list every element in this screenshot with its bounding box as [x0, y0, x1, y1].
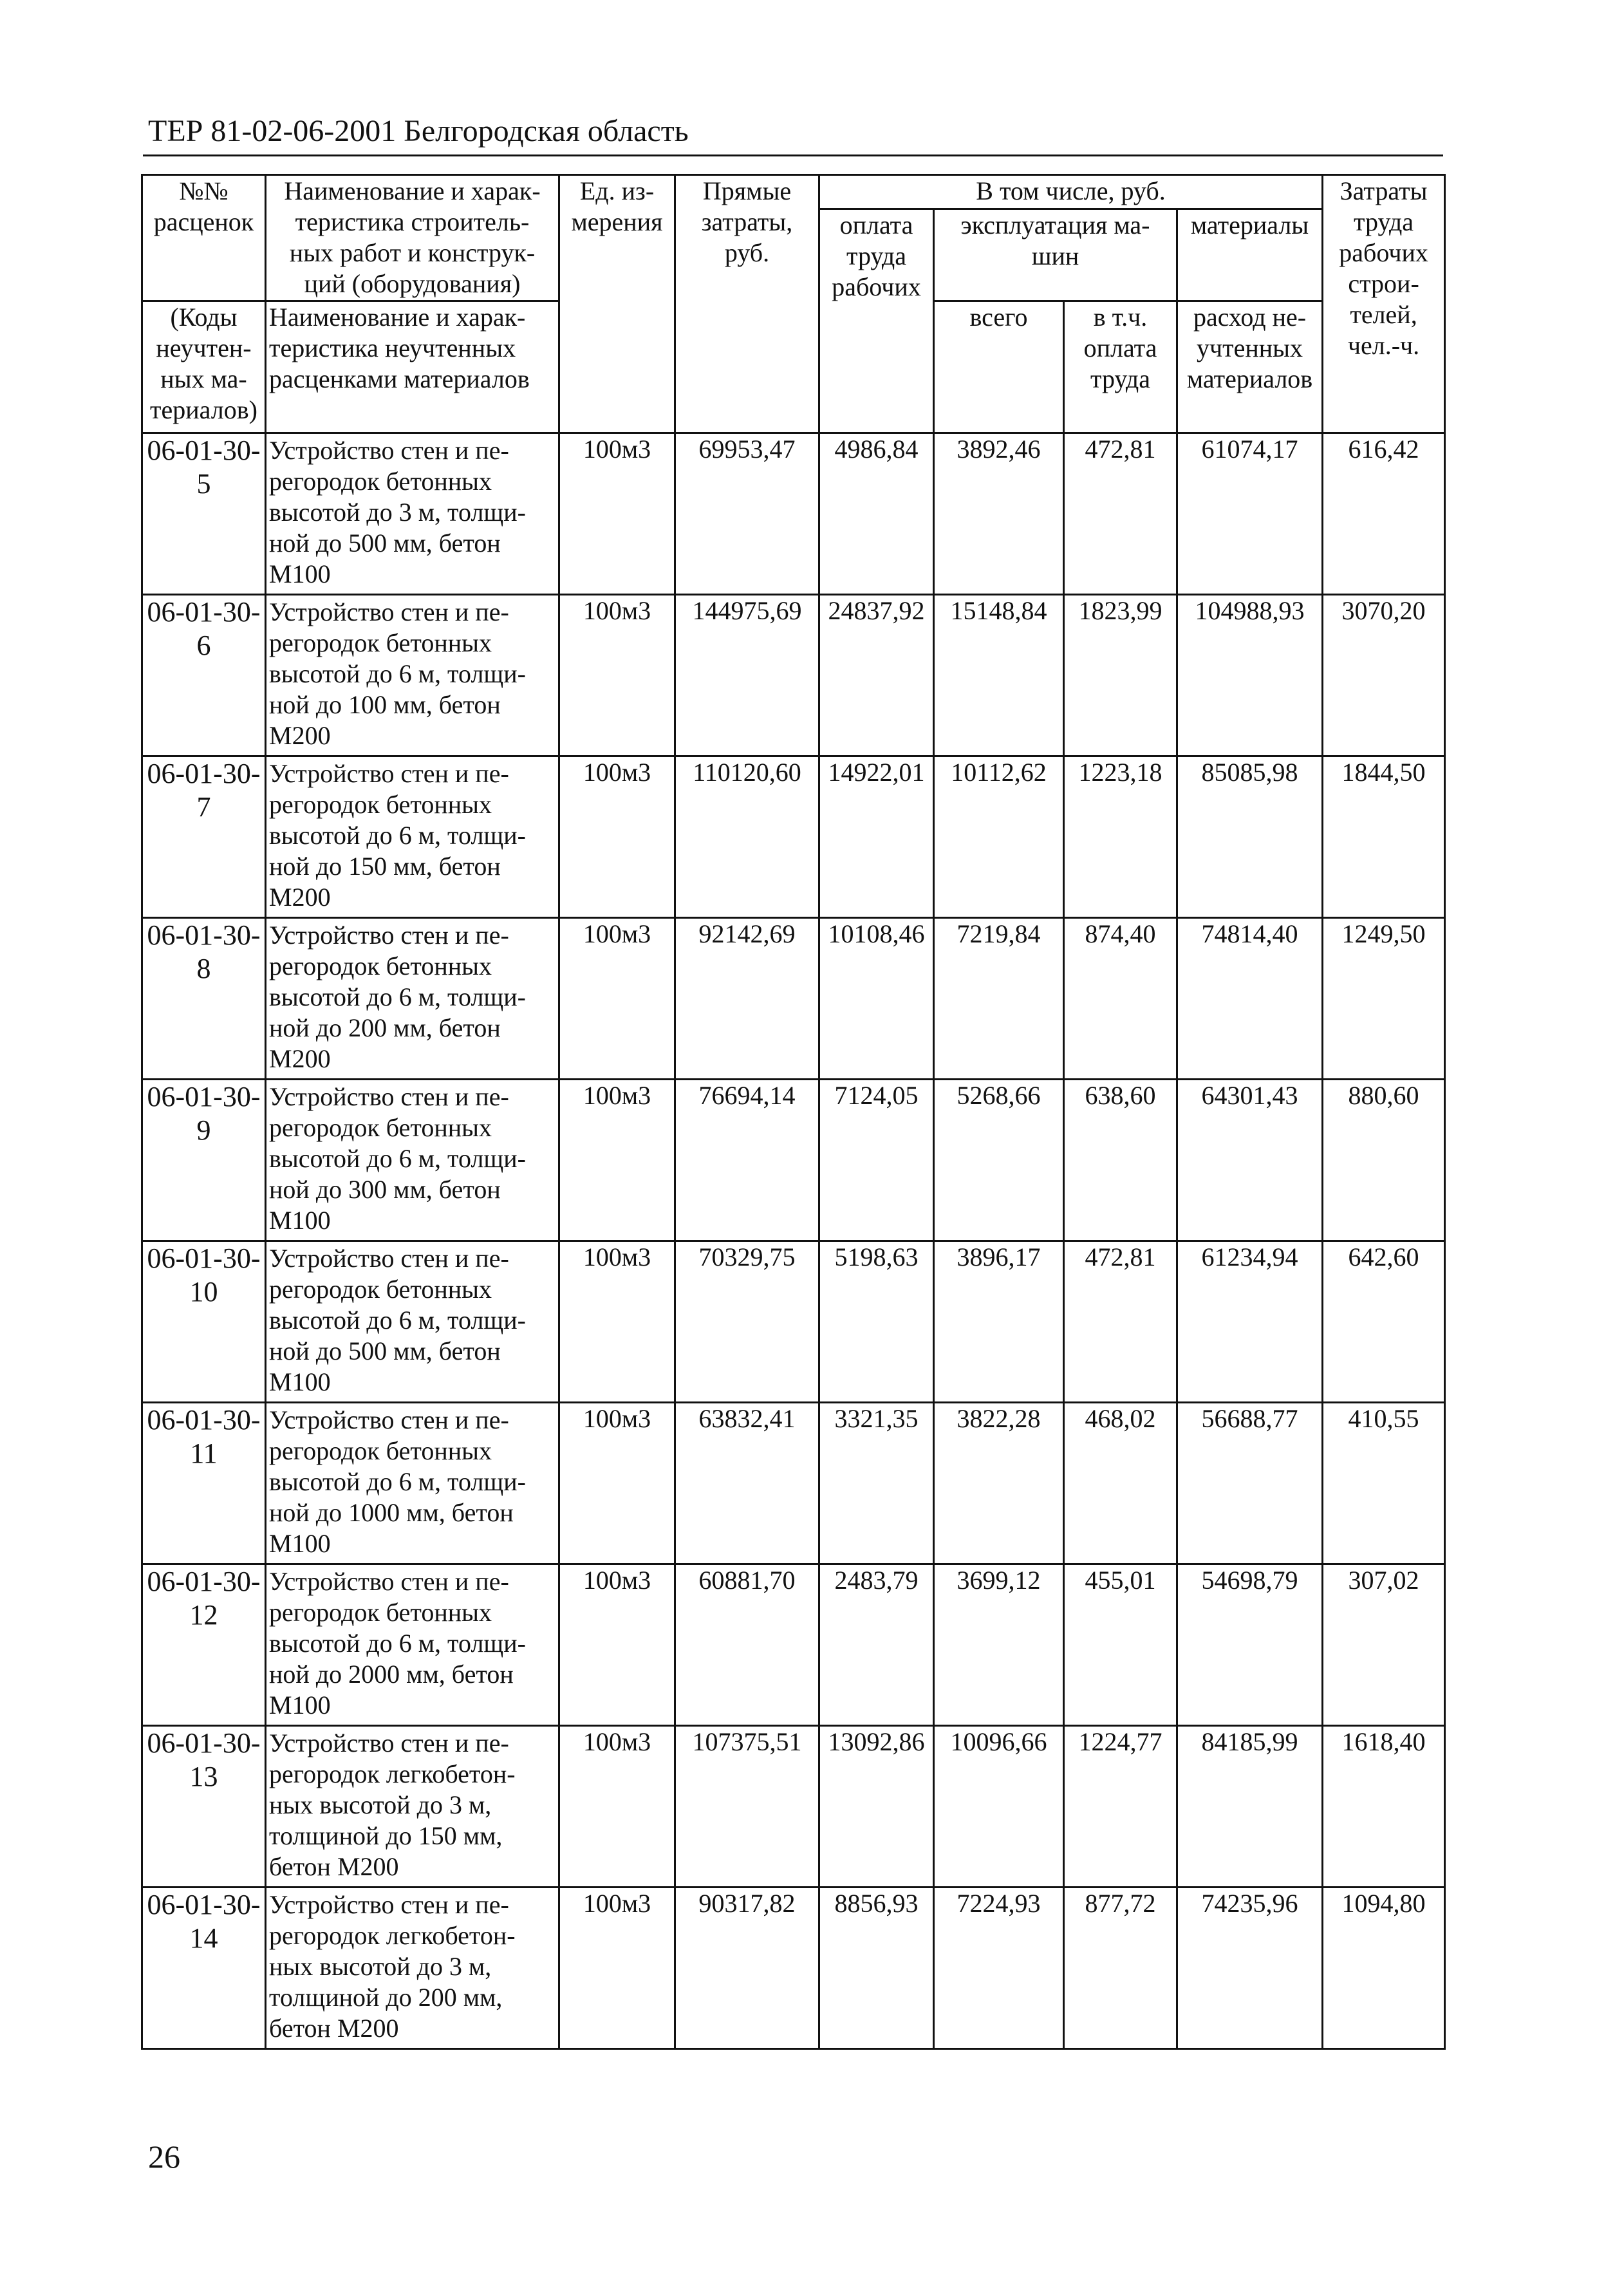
cell-rate-code: 06-01-30- 6 — [142, 595, 266, 756]
cell-unit: 100м3 — [559, 1241, 675, 1403]
cell-rate-code: 06-01-30- 14 — [142, 1888, 266, 2049]
cell-labor-pay: 2483,79 — [819, 1564, 934, 1726]
cell-machines-total: 10096,66 — [934, 1726, 1064, 1888]
cell-unit: 100м3 — [559, 1888, 675, 2049]
cell-labor-pay: 8856,93 — [819, 1888, 934, 2049]
cell-labor-costs: 616,42 — [1323, 433, 1445, 595]
cell-direct-costs: 107375,51 — [675, 1726, 819, 1888]
cell-labor-costs: 880,60 — [1323, 1080, 1445, 1241]
table-row — [142, 433, 1445, 595]
cell-machines-total: 3699,12 — [934, 1564, 1064, 1726]
cell-unit: 100м3 — [559, 1403, 675, 1564]
cell-materials: 61074,17 — [1177, 433, 1323, 595]
col-header-unaccounted-materials-name: Наименование и харак- теристика неучтенных расценками материалов — [266, 301, 559, 433]
cell-rate-code: 06-01-30- 10 — [142, 1241, 266, 1403]
cell-direct-costs: 110120,60 — [675, 756, 819, 918]
col-header-labor-costs: Затраты труда рабочих строи- телей, чел.-ч. — [1323, 175, 1445, 433]
col-header-unit: Ед. из- мерения — [559, 175, 675, 433]
cell-machines-total: 3896,17 — [934, 1241, 1064, 1403]
cell-direct-costs: 90317,82 — [675, 1888, 819, 2049]
cell-materials: 56688,77 — [1177, 1403, 1323, 1564]
header-divider — [143, 155, 1443, 156]
cell-work-description: Устройство стен и пе- регородок легкобетон- ных высотой до 3 м, толщиной до 150 мм, бетон М200 — [266, 1726, 559, 1888]
col-header-including: В том числе, руб. — [819, 175, 1323, 209]
cell-labor-costs: 307,02 — [1323, 1564, 1445, 1726]
cell-work-description: Устройство стен и пе- регородок бетонных высотой до 3 м, толщи- ной до 500 мм, бетон М100 — [266, 433, 559, 595]
cell-labor-costs: 1844,50 — [1323, 756, 1445, 918]
cell-rate-code: 06-01-30- 12 — [142, 1564, 266, 1726]
col-header-machines: эксплуатация ма- шин — [934, 209, 1177, 301]
table-row — [142, 1726, 1445, 1888]
cell-machines-total: 15148,84 — [934, 595, 1064, 756]
table-row — [142, 918, 1445, 1080]
rates-table — [141, 174, 1446, 2050]
cell-materials: 74235,96 — [1177, 1888, 1323, 2049]
cell-labor-costs: 1618,40 — [1323, 1726, 1445, 1888]
cell-materials: 61234,94 — [1177, 1241, 1323, 1403]
cell-work-description: Устройство стен и пе- регородок бетонных высотой до 6 м, толщи- ной до 2000 мм, бетон М100 — [266, 1564, 559, 1726]
cell-machines-total: 3822,28 — [934, 1403, 1064, 1564]
page-number: 26 — [148, 2139, 180, 2175]
col-header-direct-costs: Прямые затраты, руб. — [675, 175, 819, 433]
col-header-materials: материалы — [1177, 209, 1323, 301]
table-row — [142, 1241, 1445, 1403]
cell-materials: 84185,99 — [1177, 1726, 1323, 1888]
cell-work-description: Устройство стен и пе- регородок бетонных высотой до 6 м, толщи- ной до 200 мм, бетон М200 — [266, 918, 559, 1080]
cell-direct-costs: 76694,14 — [675, 1080, 819, 1241]
col-header-labor-pay: оплата труда рабочих — [819, 209, 934, 433]
cell-labor-costs: 1249,50 — [1323, 918, 1445, 1080]
cell-machines-labor-pay: 877,72 — [1064, 1888, 1177, 2049]
cell-rate-code: 06-01-30- 8 — [142, 918, 266, 1080]
cell-labor-pay: 4986,84 — [819, 433, 934, 595]
cell-direct-costs: 92142,69 — [675, 918, 819, 1080]
cell-work-description: Устройство стен и пе- регородок бетонных высотой до 6 м, толщи- ной до 1000 мм, бетон М100 — [266, 1403, 559, 1564]
cell-labor-pay: 3321,35 — [819, 1403, 934, 1564]
cell-labor-costs: 410,55 — [1323, 1403, 1445, 1564]
cell-rate-code: 06-01-30- 13 — [142, 1726, 266, 1888]
cell-work-description: Устройство стен и пе- регородок легкобетон- ных высотой до 3 м, толщиной до 200 мм, бетон М200 — [266, 1888, 559, 2049]
cell-work-description: Устройство стен и пе- регородок бетонных высотой до 6 м, толщи- ной до 100 мм, бетон М200 — [266, 595, 559, 756]
cell-unit: 100м3 — [559, 1080, 675, 1241]
cell-machines-total: 7224,93 — [934, 1888, 1064, 2049]
col-header-rate-number: №№ расценок — [142, 175, 266, 301]
col-header-machines-labor-pay: в т.ч. оплата труда — [1064, 301, 1177, 433]
cell-materials: 74814,40 — [1177, 918, 1323, 1080]
cell-machines-labor-pay: 638,60 — [1064, 1080, 1177, 1241]
cell-unit: 100м3 — [559, 918, 675, 1080]
table-row — [142, 1564, 1445, 1726]
col-header-work-name: Наименование и харак- теристика строитель- ных работ и конструк- ций (оборудования) — [266, 175, 559, 301]
cell-rate-code: 06-01-30- 11 — [142, 1403, 266, 1564]
cell-direct-costs: 69953,47 — [675, 433, 819, 595]
cell-unit: 100м3 — [559, 595, 675, 756]
cell-work-description: Устройство стен и пе- регородок бетонных высотой до 6 м, толщи- ной до 150 мм, бетон М200 — [266, 756, 559, 918]
cell-machines-labor-pay: 1223,18 — [1064, 756, 1177, 918]
cell-machines-total: 3892,46 — [934, 433, 1064, 595]
col-header-machines-total: всего — [934, 301, 1064, 433]
table-row — [142, 1080, 1445, 1241]
cell-labor-pay: 7124,05 — [819, 1080, 934, 1241]
cell-labor-pay: 13092,86 — [819, 1726, 934, 1888]
col-header-material-codes: (Коды неучтен- ных ма- териалов) — [142, 301, 266, 433]
cell-labor-pay: 5198,63 — [819, 1241, 934, 1403]
table-row — [142, 1888, 1445, 2049]
cell-machines-labor-pay: 1823,99 — [1064, 595, 1177, 756]
cell-materials: 104988,93 — [1177, 595, 1323, 756]
cell-direct-costs: 144975,69 — [675, 595, 819, 756]
cell-machines-labor-pay: 1224,77 — [1064, 1726, 1177, 1888]
cell-labor-pay: 10108,46 — [819, 918, 934, 1080]
col-header-unaccounted-materials: расход не- учтенных материалов — [1177, 301, 1323, 433]
page-title: ТЕР 81-02-06-2001 Белгородская область — [148, 114, 689, 148]
cell-rate-code: 06-01-30- 7 — [142, 756, 266, 918]
cell-labor-costs: 642,60 — [1323, 1241, 1445, 1403]
cell-machines-labor-pay: 472,81 — [1064, 433, 1177, 595]
cell-materials: 85085,98 — [1177, 756, 1323, 918]
cell-machines-total: 7219,84 — [934, 918, 1064, 1080]
cell-labor-pay: 14922,01 — [819, 756, 934, 918]
cell-unit: 100м3 — [559, 433, 675, 595]
cell-machines-labor-pay: 468,02 — [1064, 1403, 1177, 1564]
cell-labor-costs: 3070,20 — [1323, 595, 1445, 756]
cell-rate-code: 06-01-30- 9 — [142, 1080, 266, 1241]
cell-labor-costs: 1094,80 — [1323, 1888, 1445, 2049]
cell-materials: 64301,43 — [1177, 1080, 1323, 1241]
cell-unit: 100м3 — [559, 1564, 675, 1726]
table-row — [142, 1403, 1445, 1564]
cell-materials: 54698,79 — [1177, 1564, 1323, 1726]
cell-machines-total: 5268,66 — [934, 1080, 1064, 1241]
header-row-top — [142, 175, 1445, 209]
cell-labor-pay: 24837,92 — [819, 595, 934, 756]
table-row — [142, 756, 1445, 918]
cell-rate-code: 06-01-30- 5 — [142, 433, 266, 595]
cell-unit: 100м3 — [559, 1726, 675, 1888]
cell-unit: 100м3 — [559, 756, 675, 918]
cell-direct-costs: 60881,70 — [675, 1564, 819, 1726]
cell-direct-costs: 63832,41 — [675, 1403, 819, 1564]
cell-machines-labor-pay: 455,01 — [1064, 1564, 1177, 1726]
cell-direct-costs: 70329,75 — [675, 1241, 819, 1403]
cell-machines-total: 10112,62 — [934, 756, 1064, 918]
cell-machines-labor-pay: 472,81 — [1064, 1241, 1177, 1403]
cell-work-description: Устройство стен и пе- регородок бетонных высотой до 6 м, толщи- ной до 500 мм, бетон М100 — [266, 1241, 559, 1403]
table-row — [142, 595, 1445, 756]
cell-machines-labor-pay: 874,40 — [1064, 918, 1177, 1080]
cell-work-description: Устройство стен и пе- регородок бетонных высотой до 6 м, толщи- ной до 300 мм, бетон М100 — [266, 1080, 559, 1241]
